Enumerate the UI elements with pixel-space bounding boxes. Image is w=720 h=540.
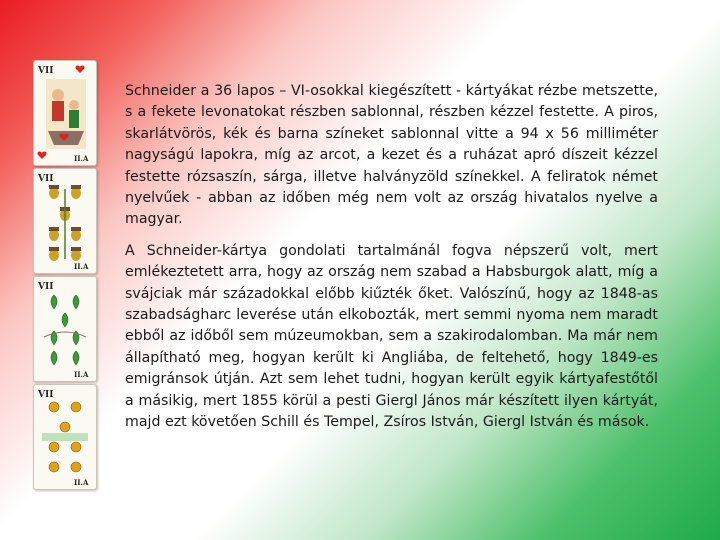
leaf-icons (51, 295, 79, 365)
landscape-strip (42, 433, 88, 441)
playing-card-bells-vii (33, 384, 97, 490)
hearts-card-illustration (34, 61, 96, 165)
playing-card-acorns-vii (33, 168, 97, 274)
card-top-label: VII (38, 66, 54, 76)
figure-head (69, 100, 79, 110)
card-top-label: VII (38, 390, 54, 400)
leaves-card-illustration (34, 277, 96, 381)
article-text (125, 81, 658, 444)
playing-card-hearts-vii (33, 60, 97, 166)
figure-body (69, 110, 79, 128)
card-bottom-label: II.A (74, 478, 89, 487)
figure-body (52, 101, 64, 121)
branch (44, 332, 86, 337)
paragraph-2: A Schneider-kártya gondolati tartalmánál fogva népszerű volt, mert emlékeztetett arra, hogy az ország nem szabad a Habsburgok alatt, míg a svájciak már századokkal előbb kiűzték őket. Valószínű, hogy az 1848-as szabadságharc leverése után elkobozták, mert semmi nyoma nem maradt ebből az időből sem múzeumokban, sem a szakirodalomban. Ma már nem állapítható meg, hogyan került ki Angliába, de feltehető, hogy 1849-es emigránsok útján. Azt sem lehet tudni, hogyan került egyik kártyafestőtől a másikig, mert 1855 körül a pesti Giergl János már készített ilyen kártyát, majd ezt követően Schill és Tempel, Zsíros István, Giergl István és mások. (125, 242, 658, 431)
card-bottom-label: II.A (74, 154, 89, 163)
card-bottom-label: II.A (74, 370, 89, 379)
figure-head (52, 89, 64, 101)
playing-card-leaves-vii (33, 276, 97, 382)
card-top-label: VII (38, 282, 54, 292)
card-images-column (33, 60, 97, 485)
bells-card-illustration (34, 385, 96, 489)
card-bottom-label: II.A (74, 262, 89, 271)
acorns-card-illustration (34, 169, 96, 273)
heart-icon (37, 152, 46, 159)
card-top-label: VII (38, 174, 54, 184)
heart-icon (75, 66, 84, 73)
paragraph-1: Schneider a 36 lapos – VI-osokkal kiegészített - kártyákat rézbe metszette, s a fekete levonatokat részben sablonnal, részben kézzel festette. A piros, skarlátvörös, kék és barna színeket sablonnal vitte a 94 x 56 milliméter nagyságú lapokra, míg az arcot, a kezet és a ruházat apró díszeit kézzel festette rózsaszín, sárga, illetve halványzöld színekkel. A feliratok német nyelvűek - abban az időben még nem volt az ország hivatalos nyelve a magyar. (125, 83, 658, 228)
